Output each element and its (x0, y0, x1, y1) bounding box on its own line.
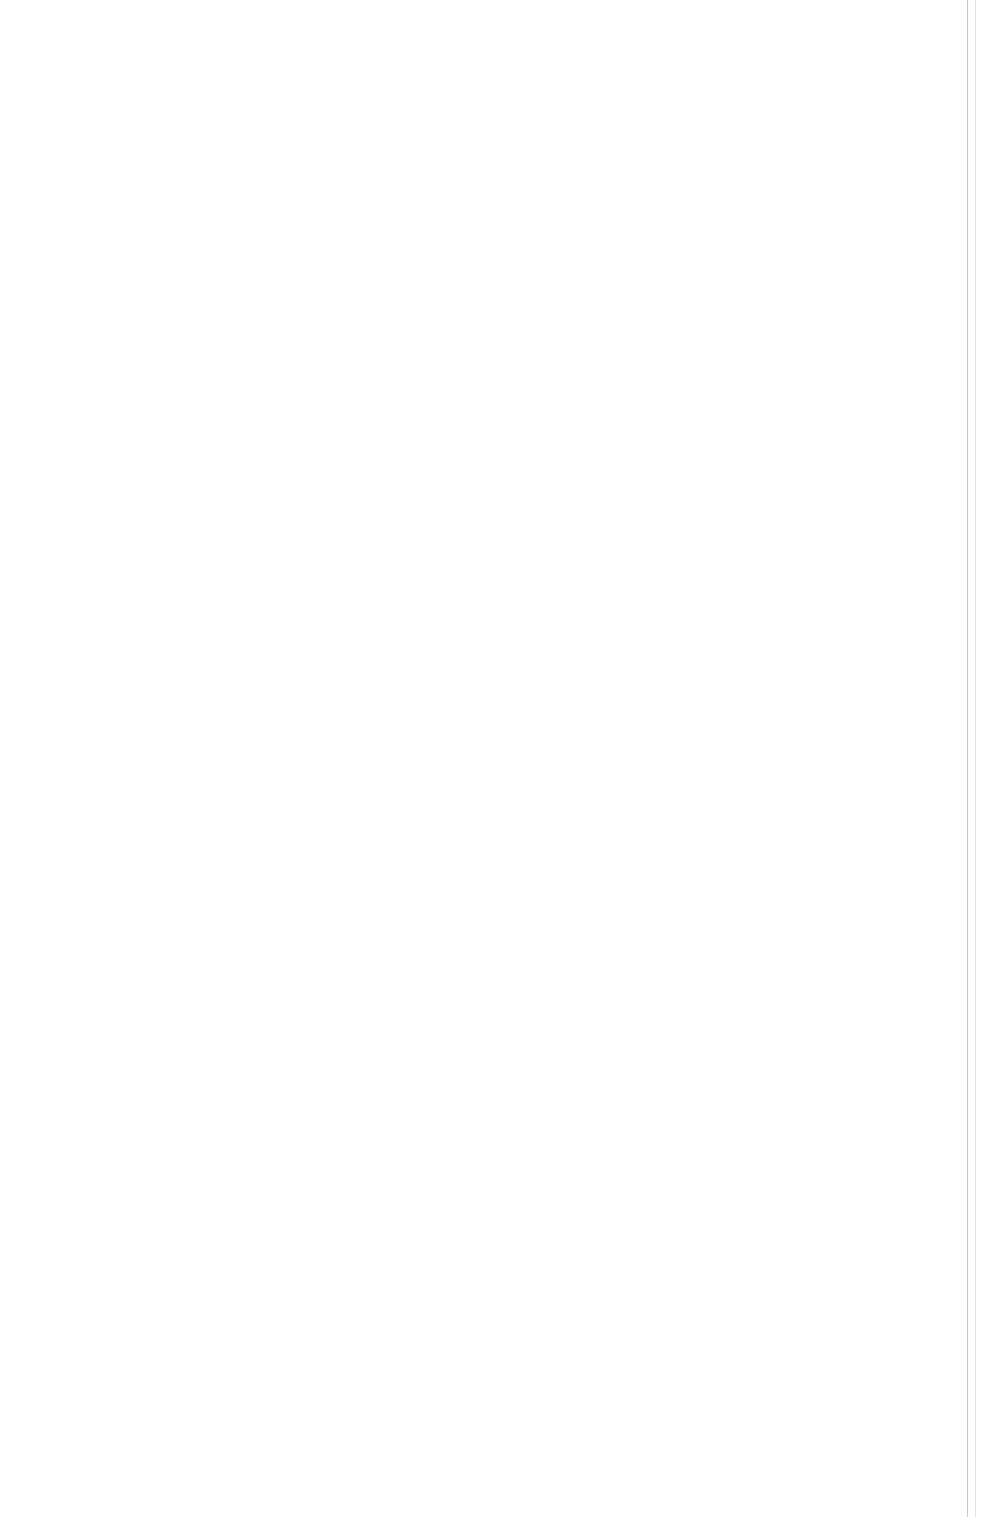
page-edge-line-secondary (975, 0, 976, 1517)
page-edge-line (967, 0, 968, 1517)
page-body (100, 118, 810, 132)
